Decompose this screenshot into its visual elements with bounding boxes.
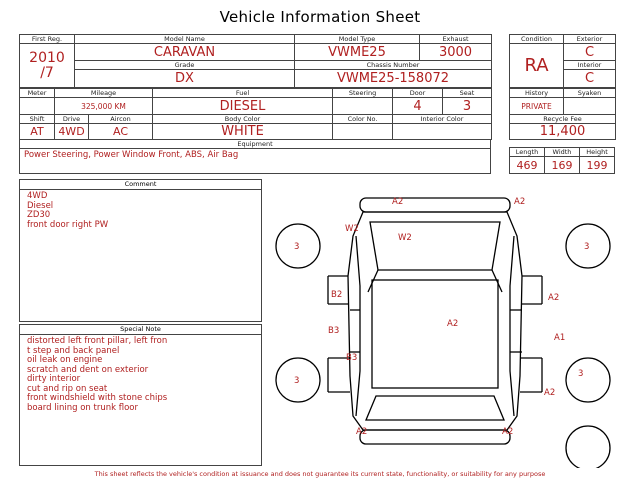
chassis-number-label: Chassis Number xyxy=(295,61,492,70)
drive-value: 4WD xyxy=(55,124,89,140)
mark-right-rear-corner: A2 xyxy=(544,388,556,398)
history-value: PRIVATE xyxy=(510,98,564,115)
exhaust-label: Exhaust xyxy=(420,35,492,44)
steering-label: Steering xyxy=(333,89,393,98)
door-value: 4 xyxy=(393,98,443,115)
mileage-value: 325,000 KM xyxy=(55,98,153,115)
mark-roof: A2 xyxy=(447,319,459,329)
mark-right-rear-wheel: 3 xyxy=(578,369,584,379)
equipment-label: Equipment xyxy=(20,140,491,149)
condition-label: Condition xyxy=(510,35,564,44)
meter-value xyxy=(20,98,55,115)
damage-marks xyxy=(294,197,589,437)
mark-windshield-center: W2 xyxy=(398,233,412,243)
aircon-value: AC xyxy=(89,124,153,140)
length-label: Length xyxy=(510,148,545,157)
equipment-table xyxy=(19,139,491,174)
exhaust-value: 3000 xyxy=(420,44,492,61)
interior-color-value xyxy=(393,124,492,140)
mark-left-front-wheel: 3 xyxy=(294,242,300,252)
syaken-label: Syaken xyxy=(564,89,616,98)
width-label: Width xyxy=(545,148,580,157)
mark-rear-right-bumper: A2 xyxy=(502,427,514,437)
chassis-number-value: VWME25-158072 xyxy=(295,70,492,88)
mark-left-rear-door: B3 xyxy=(328,326,340,336)
mark-rear-left-bumper: A2 xyxy=(356,427,368,437)
footer-disclaimer: This sheet reflects the vehicle's condition at issuance and does not guarantee its current state, functionality, or suitability for any purpose xyxy=(94,470,546,478)
model-type-value: VWME25 xyxy=(295,44,420,61)
steering-value xyxy=(333,98,393,115)
note-line: distorted left front pillar, left fron xyxy=(27,336,168,346)
special-note-label: Special Note xyxy=(20,325,261,335)
exterior-label: Exterior xyxy=(564,35,616,44)
recycle-fee-value: 11,400 xyxy=(510,124,616,140)
mileage-label: Mileage xyxy=(55,89,153,98)
shift-label: Shift xyxy=(20,115,55,124)
model-type-label: Model Type xyxy=(295,35,420,44)
aircon-label: Aircon xyxy=(89,115,153,124)
vehicle-id-table xyxy=(19,34,492,88)
length-value: 469 xyxy=(510,157,545,174)
comment-box xyxy=(19,179,262,322)
interior-label: Interior xyxy=(564,61,616,70)
door-label: Door xyxy=(393,89,443,98)
comment-label: Comment xyxy=(20,180,261,190)
first-reg-year: 2010 xyxy=(29,49,65,66)
note-line: oil leak on engine xyxy=(27,355,103,365)
condition-value: RA xyxy=(510,44,564,88)
meter-label: Meter xyxy=(20,89,55,98)
seat-label: Seat xyxy=(443,89,492,98)
dimensions-table xyxy=(509,147,615,174)
sheet-title: Vehicle Information Sheet xyxy=(219,8,421,26)
equipment-value: Power Steering, Power Window Front, ABS, Air Bag xyxy=(20,149,491,174)
note-line: t step and back panel xyxy=(27,345,120,356)
mark-front-right-bumper: A2 xyxy=(514,197,526,207)
width-value: 169 xyxy=(545,157,580,174)
height-label: Height xyxy=(580,148,615,157)
first-reg-month: /7 xyxy=(40,64,54,81)
seat-value: 3 xyxy=(443,98,492,115)
car-damage-diagram xyxy=(268,176,636,468)
mark-right-front-door: A2 xyxy=(548,293,560,303)
note-line: cut and rip on seat xyxy=(27,383,108,394)
first-reg-label: First Reg. xyxy=(20,35,75,44)
exterior-value: C xyxy=(564,44,616,61)
note-line: front windshield with stone chips xyxy=(27,393,168,403)
note-line: board lining on trunk floor xyxy=(27,402,138,413)
mark-front-left-bumper: A2 xyxy=(392,197,404,207)
special-note-box xyxy=(19,324,262,466)
model-name-label: Model Name xyxy=(75,35,295,44)
color-no-label: Color No. xyxy=(333,115,393,124)
comment-line: front door right PW xyxy=(27,219,109,230)
mark-right-side-panel: A1 xyxy=(554,333,566,343)
syaken-value xyxy=(564,98,616,115)
body-color-label: Body Color xyxy=(153,115,333,124)
body-color-value: WHITE xyxy=(153,124,333,140)
specs-table xyxy=(19,88,492,140)
shift-value: AT xyxy=(20,124,55,140)
model-name-value: CARAVAN xyxy=(75,44,295,61)
comment-line: Diesel xyxy=(27,200,54,211)
comment-line: ZD30 xyxy=(27,210,51,220)
color-no-value xyxy=(333,124,393,140)
height-value: 199 xyxy=(580,157,615,174)
mark-left-front-door: B2 xyxy=(331,290,343,300)
comment-lines xyxy=(20,190,261,230)
mark-left-rear-panel: B3 xyxy=(346,353,358,363)
condition-table xyxy=(509,34,616,88)
fuel-label: Fuel xyxy=(153,89,333,98)
fuel-value: DIESEL xyxy=(153,98,333,115)
first-reg-value xyxy=(20,44,75,88)
grade-label: Grade xyxy=(75,61,295,70)
mark-left-rear-wheel: 3 xyxy=(294,376,300,386)
special-note-lines xyxy=(20,335,261,413)
interior-value: C xyxy=(564,70,616,88)
interior-color-label: Interior Color xyxy=(393,115,492,124)
mark-windshield-left: W2 xyxy=(345,224,359,234)
history-table xyxy=(509,88,616,140)
note-line: scratch and dent on exterior xyxy=(27,364,149,375)
grade-value: DX xyxy=(75,70,295,88)
recycle-fee-label: Recycle Fee xyxy=(510,115,616,124)
mark-right-front-wheel: 3 xyxy=(584,242,590,252)
note-line: dirty interior xyxy=(27,374,81,384)
drive-label: Drive xyxy=(55,115,89,124)
comment-line: 4WD xyxy=(27,191,48,201)
history-label: History xyxy=(510,89,564,98)
